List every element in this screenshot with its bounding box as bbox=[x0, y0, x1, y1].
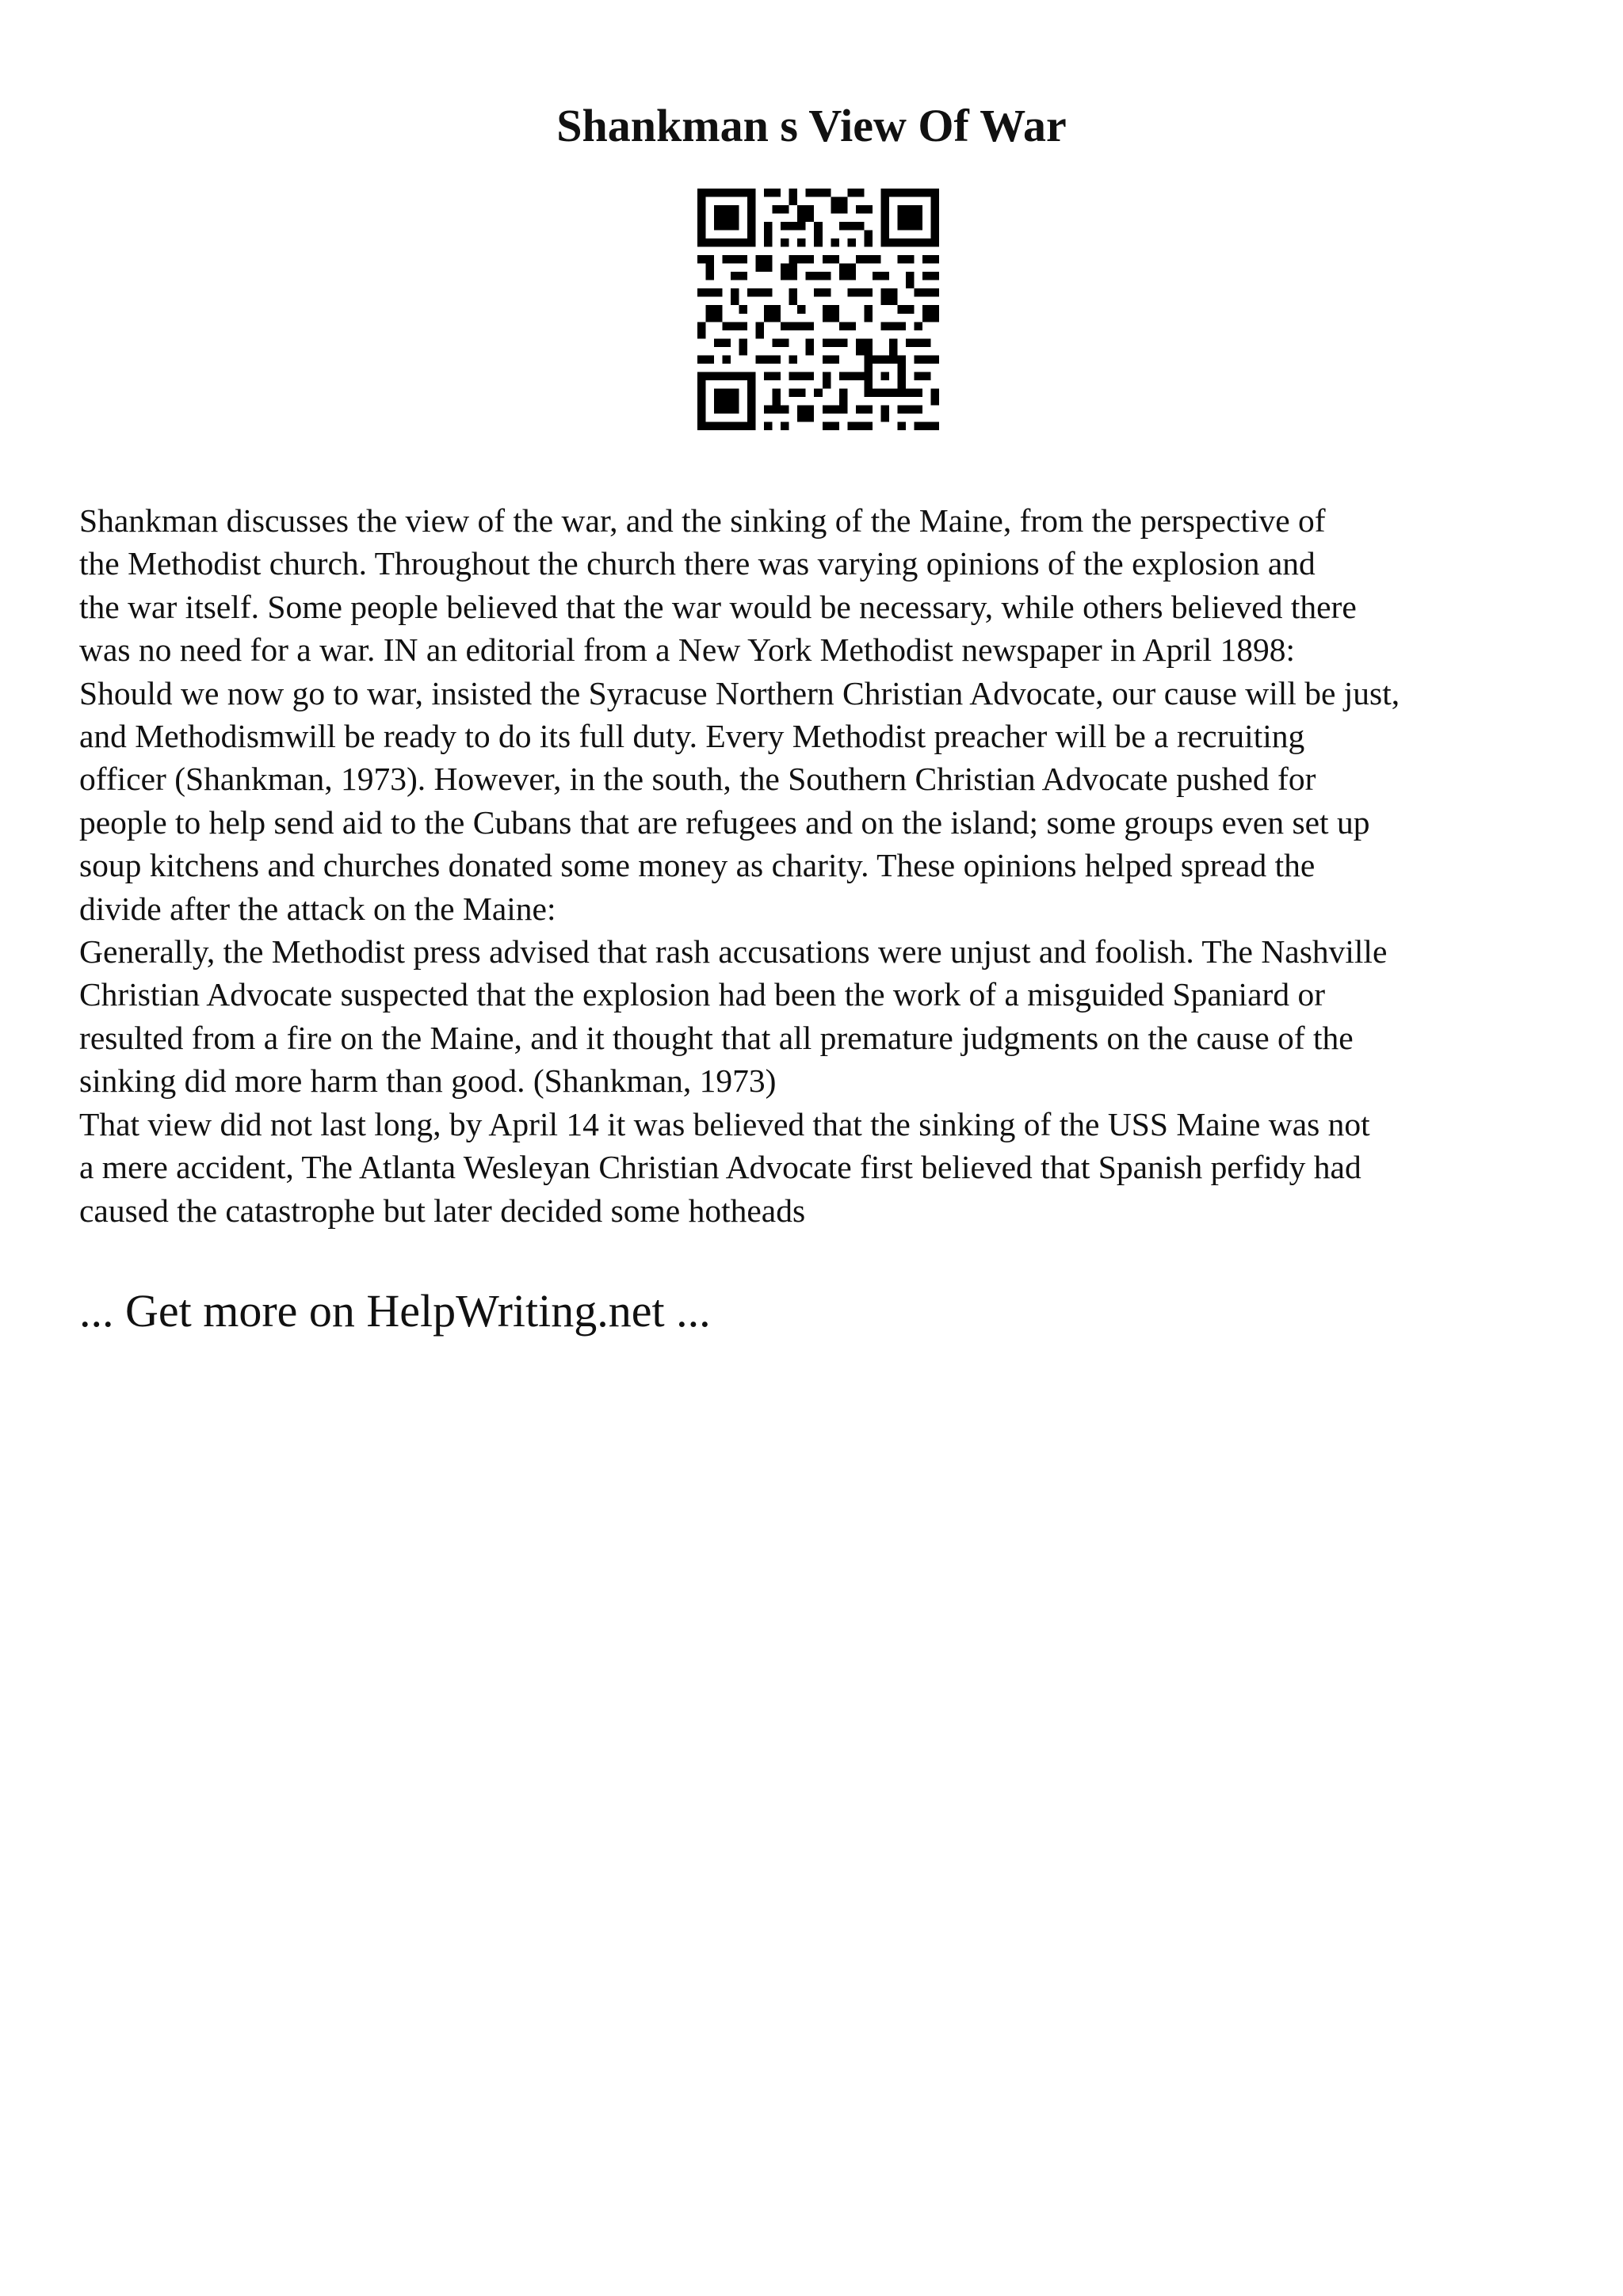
body-line: Shankman discusses the view of the war, and the sinking of the Maine, from the perspective of bbox=[79, 502, 1326, 539]
body-line: That view did not last long, by April 14 it was believed that the sinking of the USS Maine was not bbox=[79, 1105, 1370, 1142]
body-line: sinking did more harm than good. (Shankman, 1973) bbox=[79, 1062, 777, 1100]
body-line: and Methodismwill be ready to do its full duty. Every Methodist preacher will be a recruiting bbox=[79, 718, 1305, 755]
body-line: Christian Advocate suspected that the explosion had been the work of a misguided Spaniard or bbox=[79, 976, 1326, 1013]
article-body bbox=[79, 499, 1577, 1232]
body-line: soup kitchens and churches donated some money as charity. These opinions helped spread the bbox=[79, 847, 1316, 884]
body-line: was no need for a war. IN an editorial from a New York Methodist newspaper in April 1898: bbox=[79, 631, 1296, 669]
body-line: resulted from a fire on the Maine, and it thought that all premature judgments on the cause of the bbox=[79, 1019, 1354, 1056]
qr-code-icon[interactable] bbox=[697, 189, 939, 430]
body-line: the war itself. Some people believed that the war would be necessary, while others believed there bbox=[79, 588, 1357, 625]
body-line: the Methodist church. Throughout the church there was varying opinions of the explosion and bbox=[79, 545, 1316, 582]
body-line: officer (Shankman, 1973). However, in the south, the Southern Christian Advocate pushed for bbox=[79, 761, 1316, 798]
body-line: Generally, the Methodist press advised that rash accusations were unjust and foolish. The Nashville bbox=[79, 933, 1388, 971]
body-line: people to help send aid to the Cubans that are refugees and on the island; some groups even set up bbox=[79, 803, 1370, 841]
body-line: Should we now go to war, insisted the Syracuse Northern Christian Advocate, our cause will be just, bbox=[79, 674, 1400, 711]
get-more-link[interactable]: ... Get more on HelpWriting.net ... bbox=[79, 1285, 711, 1337]
body-line: a mere accident, The Atlanta Wesleyan Christian Advocate first believed that Spanish perfidy had bbox=[79, 1149, 1361, 1186]
body-line: caused the catastrophe but later decided some hotheads bbox=[79, 1192, 806, 1229]
document-title: Shankman s View Of War bbox=[556, 100, 1067, 151]
body-line: divide after the attack on the Maine: bbox=[79, 890, 556, 927]
